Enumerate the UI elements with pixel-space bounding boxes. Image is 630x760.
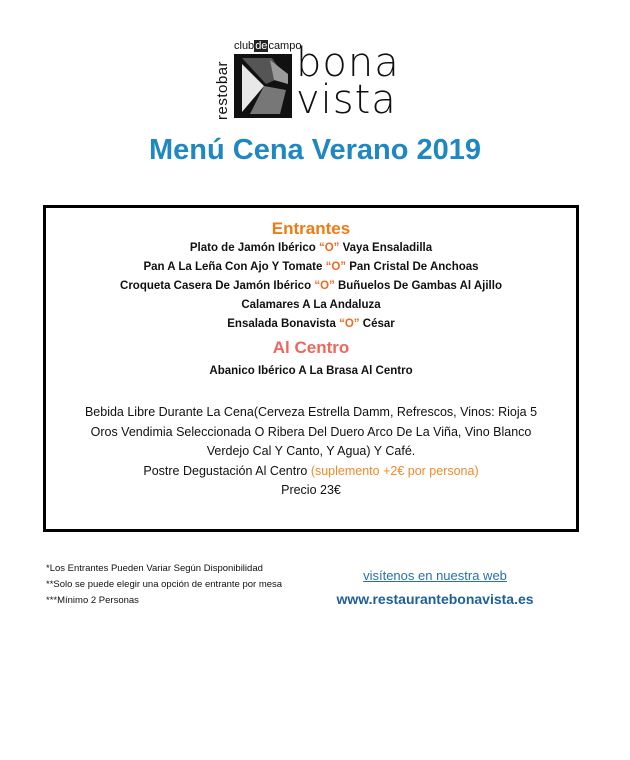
drinks-line: Oros Vendimia Seleccionada O Ribera Del Duero Arco De La Viña, Vino Blanco xyxy=(90,424,532,439)
visit-web-link[interactable]: visítenos en nuestra web xyxy=(363,568,507,583)
page-title: Menú Cena Verano 2019 xyxy=(148,134,482,166)
al-centro-item: Abanico Ibérico A La Brasa Al Centro xyxy=(209,365,413,377)
dish-item: Croqueta Casera De Jamón Ibérico “O” Buñuelos De Gambas Al Ajillo xyxy=(120,280,502,292)
dish-item: Ensalada Bonavista “O” César xyxy=(227,318,395,330)
dish-item: Plato de Jamón Ibérico “O” Vaya Ensaladilla xyxy=(189,242,433,254)
footnote: ***Mínimo 2 Personas xyxy=(46,595,139,606)
dish-item: Calamares A La Andaluza xyxy=(241,299,381,311)
logo-wordmark: bona vista xyxy=(296,40,400,123)
supplement-note: (suplemento +2€ por persona) xyxy=(310,463,479,478)
entrantes-heading: Entrantes xyxy=(271,219,351,238)
price: Precio 23€ xyxy=(281,483,341,497)
al-centro-heading: Al Centro xyxy=(272,338,350,357)
bonavista-logo xyxy=(214,40,428,123)
menu-info xyxy=(46,403,576,501)
website-url-link[interactable]: www.restaurantebonavista.es xyxy=(336,591,534,607)
menu-box xyxy=(43,205,579,532)
dish-item: Pan A La Leña Con Ajo Y Tomate “O” Pan Cristal De Anchoas xyxy=(143,261,479,273)
drinks-line: Bebida Libre Durante La Cena(Cerveza Estrella Damm, Refrescos, Vinos: Rioja 5 xyxy=(84,405,538,419)
footnotes xyxy=(46,561,282,609)
dessert-line: Postre Degustación Al Centro (suplemento +2€ por persona) xyxy=(143,463,479,478)
logo-restobar-text: restobar xyxy=(214,60,231,120)
logo-clubdecampo-text: clubdecampo xyxy=(234,40,302,52)
footnote: *Los Entrantes Pueden Variar Según Disponibilidad xyxy=(46,563,263,574)
website-block xyxy=(330,566,540,610)
drinks-line: Verdejo Cal Y Canto, Y Agua) Y Café. xyxy=(206,444,416,458)
bonavista-logo-icon xyxy=(234,54,292,118)
footnote: **Solo se puede elegir una opción de entrante por mesa xyxy=(46,579,283,590)
